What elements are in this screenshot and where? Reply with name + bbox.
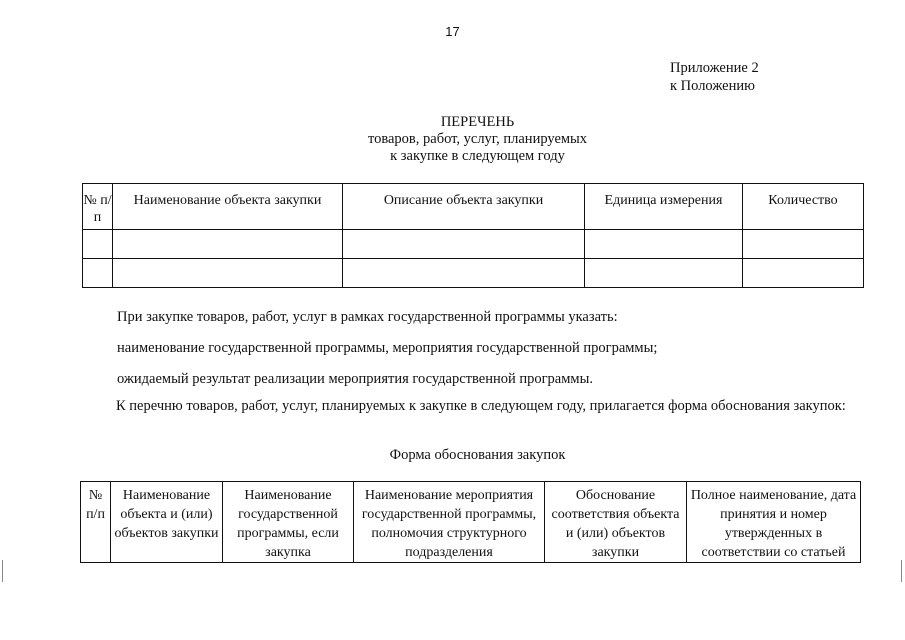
title-subheading-1: товаров, работ, услуг, планируемых	[367, 131, 588, 147]
header-cell-justification: Обоснование соответствия объекта и (или) объектов закупки	[545, 482, 687, 563]
table-cell[interactable]	[343, 230, 585, 259]
table-cell[interactable]	[343, 259, 585, 288]
table-cell[interactable]	[585, 259, 743, 288]
title-heading: ПЕРЕЧЕНЬ	[440, 114, 515, 130]
table-cell[interactable]	[83, 230, 113, 259]
header-cell-program-name: Наименование государственной программы, если закупка	[223, 482, 354, 563]
paragraph-instruction: При закупке товаров, работ, услуг в рамках государственной программы указать:	[117, 309, 618, 325]
goods-list-table	[82, 183, 864, 288]
paragraph-form-attachment: К перечню товаров, работ, услуг, планируемых к закупке в следующем году, прилагается форма обоснования закупок:	[116, 398, 846, 414]
header-cell-event-name: Наименование мероприятия государственной программы, полномочия структурного подразделения	[354, 482, 545, 563]
form-title: Форма обоснования закупок	[389, 447, 566, 463]
scan-edge-mark-right	[901, 560, 902, 582]
table-cell[interactable]	[743, 230, 864, 259]
table-cell[interactable]	[113, 230, 343, 259]
header-cell-object-name: Наименование объекта и (или) объектов закупки	[111, 482, 223, 563]
header-cell-number: № п/п	[83, 184, 113, 230]
table-row	[83, 230, 864, 259]
table-cell[interactable]	[83, 259, 113, 288]
document-title	[0, 114, 905, 165]
scan-edge-mark-left	[2, 560, 3, 582]
appendix-line-2: к Положению	[670, 78, 755, 94]
header-cell-unit: Единица измерения	[585, 184, 743, 230]
title-subheading-2: к закупке в следующем году	[390, 148, 565, 164]
header-cell-quantity: Количество	[743, 184, 864, 230]
table-cell[interactable]	[585, 230, 743, 259]
appendix-line-1: Приложение 2	[670, 60, 759, 76]
paragraph-expected-result: ожидаемый результат реализации мероприятия государственной программы.	[117, 371, 593, 387]
table-cell[interactable]	[113, 259, 343, 288]
paragraph-program-name: наименование государственной программы, мероприятия государственной программы;	[117, 340, 658, 356]
table-header-row	[81, 482, 861, 563]
table-cell[interactable]	[743, 259, 864, 288]
header-cell-full-name: Полное наименование, дата принятия и номер утвержденных в соответствии со статьей	[687, 482, 861, 563]
header-cell-object-name: Наименование объекта закупки	[113, 184, 343, 230]
page-number: 17	[445, 24, 460, 39]
table-header-row	[83, 184, 864, 230]
procurement-justification-table	[80, 481, 861, 563]
appendix-reference	[670, 59, 759, 95]
header-cell-object-description: Описание объекта закупки	[343, 184, 585, 230]
table-row	[83, 259, 864, 288]
header-cell-number: № п/п	[81, 482, 111, 563]
